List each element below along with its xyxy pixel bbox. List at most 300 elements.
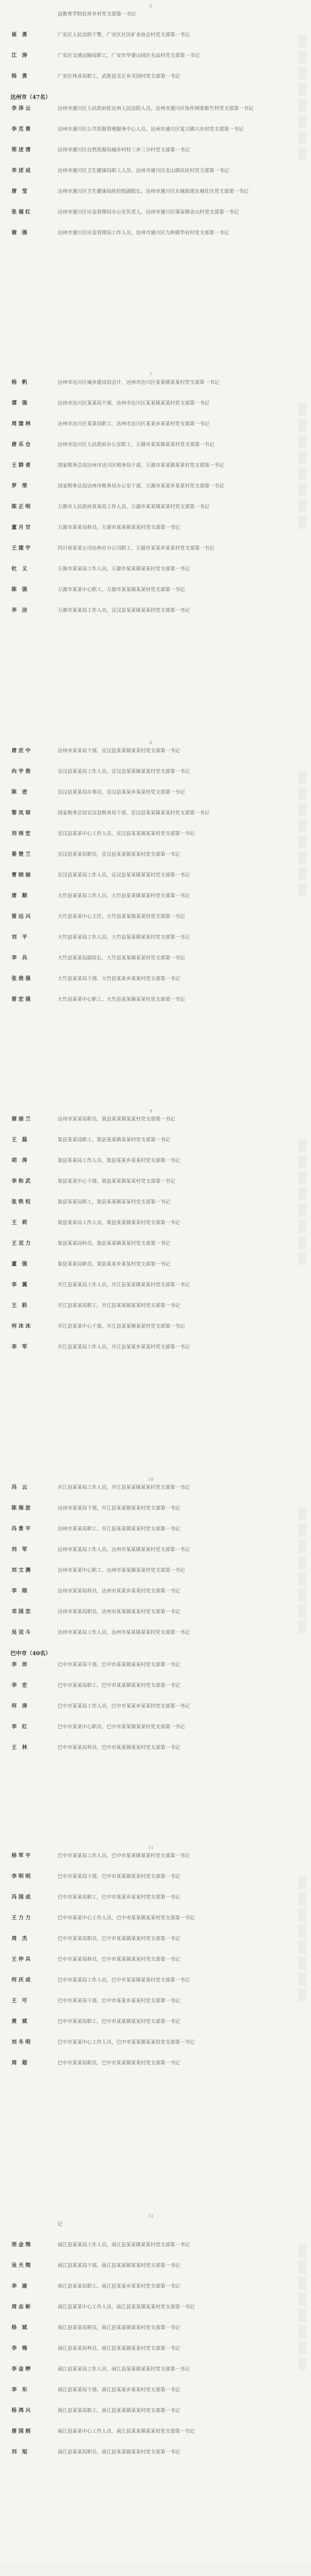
person-position: 四川省某某公司达州市分公司职工，万源市某某乡某某村党支部第一书记	[58, 546, 215, 551]
list-item	[7, 30, 295, 51]
person-name: 李克勇	[12, 127, 33, 132]
person-position: 南江县某某局干部，南江县某某镇某某村党支部第一书记	[58, 2263, 180, 2269]
person-name: 唐国炳	[12, 2429, 33, 2434]
person-position: 广安区林业局职工，武胜县灵正乡灵园村党支部第一书记	[58, 74, 180, 79]
person-name: 郑述清	[12, 147, 33, 153]
list-item	[7, 398, 295, 419]
margin-stamp-strip	[298, 2245, 306, 2370]
list-item	[7, 2343, 295, 2364]
person-position: 达州市某某局职员，达州市某某镇某某村党支部第一书记	[58, 1609, 180, 1615]
person-position: 开江县某某局工作人员，开江县某某乡某某村党支部第一书记	[58, 1344, 190, 1350]
person-position: 达州市通川区应急管理局工作人员，达州市通川区九岭镇华岩村党支部第一书记	[58, 230, 229, 236]
page-number: 9	[149, 1109, 153, 1114]
person-name: 李 东	[12, 2387, 29, 2393]
person-name: 何庆成	[12, 1977, 33, 1983]
margin-stamp	[298, 1908, 306, 1921]
page-section	[0, 740, 311, 1103]
person-name: 李 兵	[12, 955, 29, 961]
person-position: 开江县某某局工作人员，开江县某某镇某某村党支部第一书记	[58, 1282, 190, 1288]
list-item	[7, 1743, 295, 1763]
person-position: 大竹县某某局副局长，大竹县某某镇某某村党支部第一书记	[58, 955, 185, 961]
person-position: 大竹县某某局工作人员，大竹县某某镇某某村党支部第一书记	[58, 893, 190, 899]
margin-stamp	[298, 2293, 306, 2306]
person-position: 巴中市某某局工作人员，巴中市某某镇某某村党支部第一书记	[58, 1977, 190, 1983]
person-name: 杨鸿兴	[12, 2408, 33, 2414]
person-name: 周志彬	[12, 2304, 33, 2310]
list-item	[7, 2261, 295, 2281]
list-item	[7, 2281, 295, 2302]
margin-stamp	[298, 771, 306, 784]
list-item	[7, 1607, 295, 1628]
person-position: 巴中市某某局干部，巴中市某某镇某某村党支部第一书记	[58, 1874, 180, 1880]
page-section	[0, 3, 311, 366]
list-item	[7, 145, 295, 166]
margin-stamp	[298, 1973, 306, 1986]
person-name: 胡 涛	[12, 1158, 29, 1164]
margin-stamp	[298, 1957, 306, 1969]
person-position: 渠县某某局职工，渠县某某镇某某村党支部第一书记	[58, 1137, 170, 1143]
person-position: 开江县某某局工作人员，开江县某某镇某某村党支部第一书记	[58, 1485, 190, 1491]
list-item	[7, 953, 295, 974]
list-item	[7, 1545, 295, 1565]
person-position: 大竹县某某局工作人员，大竹县某某镇某某村党支部第一书记	[58, 935, 190, 940]
person-name: 雷宏强	[12, 997, 33, 1003]
list-item	[7, 440, 295, 460]
person-name: 王 磊	[12, 1137, 29, 1143]
person-position: 广安区交通运输局职工，广安市华蓥山园区名品村党支部第一书记	[58, 53, 200, 59]
person-position: 记	[58, 2221, 63, 2227]
person-position: 县教育学院驻祥乡村党支部第一书记	[58, 12, 136, 17]
list-item	[7, 1218, 295, 1239]
list-item	[7, 1872, 295, 1892]
margin-stamp	[298, 51, 306, 63]
person-position: 南江县某某中心工作人员，南江县某某镇某某村党支部第一书记	[58, 2429, 195, 2434]
list-item	[7, 2302, 295, 2323]
margin-stamp	[298, 803, 306, 816]
person-position: 巴中市某某局科员，巴中市某某镇某某村党支部第一书记	[58, 1957, 180, 1963]
list-item	[7, 1892, 295, 1913]
list-item	[7, 166, 295, 186]
list-item	[7, 2017, 295, 2037]
margin-stamp	[298, 516, 306, 528]
person-name: 杨 勇	[12, 74, 29, 79]
list-item	[7, 460, 295, 481]
person-position: 达州市通川区卫生健康局职工人员，达州市通川区北山镇民民村党支部第一书记	[58, 168, 229, 174]
margin-stamp	[298, 2325, 306, 2338]
page-section	[0, 372, 311, 734]
person-name: 吴双斗	[12, 1630, 33, 1636]
list-item	[7, 228, 295, 249]
person-name: 周 超	[12, 2060, 29, 2066]
margin-stamp	[298, 1941, 306, 1953]
list-item	[7, 1565, 295, 1586]
person-name: 谭 强	[12, 401, 29, 406]
list-item	[7, 1681, 295, 1701]
list-item	[7, 1239, 295, 1259]
page-number: 6	[149, 4, 153, 9]
person-position: 达州市某某局职员，渠县某某镇某某村党支部第一书记	[58, 1116, 176, 1122]
person-position: 宣汉县某某局办事员，宣汉县某某乡某某村党支部第一书记	[58, 790, 185, 795]
person-name: 王双力	[12, 1241, 33, 1247]
margin-stamp	[298, 1540, 306, 1553]
margin-stamp	[298, 2341, 306, 2354]
person-position: 达州市达川区城乡建设局会计，达州市达川区某某镇某某村党支部第一书记	[58, 380, 219, 386]
list-item	[7, 71, 295, 92]
list-item	[7, 585, 295, 605]
person-name: 李 刚	[12, 1588, 29, 1594]
person-name: 王 莉	[12, 1220, 29, 1226]
margin-stamp	[298, 2277, 306, 2289]
person-name: 崔 勇	[12, 32, 29, 38]
margin-stamp	[298, 435, 306, 448]
list-item	[7, 481, 295, 502]
margin-stamp	[298, 852, 306, 864]
list-item	[7, 2037, 295, 2058]
person-position: 南江县某某中心工作人员，南江县某某镇某某村党支部第一书记	[58, 2304, 195, 2310]
person-name: 王 林	[12, 1745, 29, 1751]
person-position: 巴中市某某局职员，巴中市某某镇某某村党支部第一书记	[58, 1936, 180, 1942]
person-position: 达州市某某局工作人员，达州市某某镇某某村党支部第一书记	[58, 1547, 190, 1553]
list-item	[7, 849, 295, 870]
person-position: 巴中市某某局职工，巴中市某某乡某某村党支部第一书记	[58, 1895, 180, 1900]
person-position: 万源市某某中心职工，万源市某某镇某某村党支部第一书记	[58, 587, 185, 593]
list-item	[7, 974, 295, 994]
margin-stamp	[298, 467, 306, 480]
person-name: 李 宏	[12, 1683, 29, 1689]
person-position: 渠县某某中心干部，渠县某某镇某某村党支部第一书记	[58, 1179, 176, 1184]
list-item	[7, 564, 295, 585]
list-item	[7, 2219, 295, 2240]
list-item	[7, 891, 295, 912]
person-name: 李述成	[12, 168, 33, 174]
margin-stamp	[298, 1556, 306, 1569]
person-position: 开江县某某局职工，开江县某某镇某某村党支部第一书记	[58, 1303, 180, 1309]
margin-stamp-strip	[298, 403, 306, 528]
person-position: 宣汉县某某中心工作人员，宣汉县某某镇某某村党支部第一书记	[58, 831, 195, 837]
person-name: 刘冬明	[12, 2040, 33, 2045]
person-position: 巴中市某某中心工作人员，巴中市某某镇某某村党支部第一书记	[58, 2040, 195, 2045]
margin-stamp	[298, 2245, 306, 2257]
person-name: 李 翼	[12, 1282, 29, 1288]
person-name: 邓国恋	[12, 1609, 33, 1615]
person-name: 杨 斌	[12, 2325, 29, 2331]
margin-stamp	[298, 115, 306, 128]
list-item	[7, 1321, 295, 1342]
person-name: 晏楚兰	[12, 852, 33, 858]
person-name: 陈 强	[12, 587, 29, 593]
person-position: 达州市某某局干部，开江县某某镇某某村党支部第一书记	[58, 1506, 180, 1511]
margin-stamp	[298, 868, 306, 881]
margin-stamp	[298, 820, 306, 832]
list-item	[7, 2406, 295, 2426]
margin-stamp-strip	[298, 771, 306, 897]
person-name: 江 涛	[12, 53, 29, 59]
margin-stamp	[298, 451, 306, 464]
margin-stamp	[298, 403, 306, 416]
person-name: 刘 军	[12, 1547, 29, 1553]
person-name: 刘雨宏	[12, 831, 33, 837]
margin-stamp	[298, 1621, 306, 1633]
list-item	[7, 1197, 295, 1218]
margin-stamp	[298, 1989, 306, 2002]
person-position: 巴中市某某局干部，巴中市某某乡某某村党支部第一书记	[58, 1998, 180, 2004]
person-name: 冯 云	[12, 1485, 29, 1491]
person-name: 李 沛	[12, 1662, 29, 1668]
list-item	[7, 1156, 295, 1176]
page-number: 7	[149, 372, 153, 377]
person-name: 张俊强	[12, 976, 33, 982]
list-item	[7, 932, 295, 953]
list-item	[7, 2364, 295, 2385]
margin-stamp	[298, 2261, 306, 2273]
person-name: 李泽云	[12, 106, 33, 112]
person-position: 渠县某某局工作人员，渠县某某镇某某村党支部第一书记	[58, 1220, 180, 1226]
list-item	[7, 1722, 295, 1743]
person-name: 张福红	[12, 209, 33, 215]
region-heading: 巴中市（40名）	[10, 1651, 51, 1657]
list-item	[7, 1259, 295, 1280]
list-item	[7, 2058, 295, 2079]
list-item	[7, 104, 295, 124]
person-name: 冯景平	[12, 1526, 33, 1532]
person-name: 何冰冰	[12, 1324, 33, 1329]
list-item	[7, 1975, 295, 1996]
margin-stamp	[298, 1172, 306, 1184]
margin-stamp	[298, 67, 306, 79]
list-item	[7, 2447, 295, 2468]
margin-stamp	[298, 1236, 306, 1249]
person-name: 唐 顺	[12, 893, 29, 899]
list-item	[7, 2385, 295, 2406]
margin-stamp	[298, 147, 306, 160]
person-name: 杨 帆	[12, 380, 29, 386]
margin-stamp	[298, 1140, 306, 1152]
person-position: 巴中市某某局科员，巴中市某某镇某某村党支部第一书记	[58, 1745, 180, 1751]
person-name: 李 红	[12, 1724, 29, 1730]
margin-stamp-strip	[298, 1876, 306, 2002]
person-name: 陈正明	[12, 504, 33, 510]
list-item	[7, 1628, 295, 1648]
person-name: 王 跃	[12, 1303, 29, 1309]
margin-stamp	[298, 83, 306, 96]
person-position: 达州市通川区自然资源局城乡村村三乡三分村党支部第一书记	[58, 147, 190, 153]
person-name: 向宇俊	[12, 769, 33, 775]
list-item	[7, 1586, 295, 1607]
list-item	[7, 912, 295, 932]
person-name: 谢丽兰	[12, 1116, 33, 1122]
person-name: 王力力	[12, 1915, 33, 1921]
list-item	[7, 543, 295, 564]
list-item	[7, 1483, 295, 1503]
person-name: 李 渝	[12, 2284, 29, 2289]
person-position: 渠县某某局科员，渠县某某镇某某村党支部第一书记	[58, 1241, 170, 1247]
person-name: 李金婷	[12, 2367, 33, 2372]
person-position: 大竹县某某中心职工，大竹县某某镇某某村党支部第一书记	[58, 997, 185, 1003]
list-item	[7, 1851, 295, 1872]
list-item	[7, 746, 295, 767]
list-item	[7, 870, 295, 891]
list-item	[7, 829, 295, 849]
person-position: 宣汉县某某局工作人员，宣汉县某某镇某某村党支部第一书记	[58, 872, 190, 878]
person-position: 万源市某某局工作人员，万源市某某镇某某村党支部第一书记	[58, 566, 190, 572]
person-name: 陈 进	[12, 790, 29, 795]
person-name: 雷远兴	[12, 914, 33, 920]
margin-stamp	[298, 419, 306, 432]
person-position: 达州市通川区公共资源管理服务中心人员，达州市通川区复兴镇兴东村党支部第一书记	[58, 127, 244, 132]
person-name: 吴天翔	[12, 2263, 33, 2269]
list-item	[7, 2240, 295, 2261]
person-name: 冯国成	[12, 1895, 33, 1900]
margin-stamp	[298, 1252, 306, 1265]
list-item	[7, 1524, 295, 1545]
margin-stamp	[298, 787, 306, 800]
margin-stamp	[298, 483, 306, 496]
margin-stamp-strip	[298, 35, 306, 160]
person-position: 南江县某某局职工，南江县某某乡某某村党支部第一书记	[58, 2284, 180, 2289]
person-name: 王 可	[12, 1998, 29, 2004]
list-item	[7, 51, 295, 71]
person-position: 渠县某某局工作人员，渠县某某乡某某村党支部第一书记	[58, 1158, 180, 1164]
list-item	[7, 207, 295, 228]
person-position: 南江县某某局职员，南江县某某镇某某村党支部第一书记	[58, 2449, 180, 2455]
person-position: 达州市达川区人民政府办公室职工，万源市某某镇某某村党支部第一书记	[58, 442, 215, 448]
person-position: 巴中市某某局职工，巴中市某某镇某某村党支部第一书记	[58, 1683, 180, 1689]
person-position: 达州市达川区某某局干部，达州市达川区某某镇某某村党支部第一书记	[58, 401, 210, 406]
person-position: 万源市人民政府某某局工作人员，万源市某某镇某某村党支部第一书记	[58, 504, 210, 510]
list-item	[7, 1934, 295, 1954]
margin-stamp	[298, 1524, 306, 1537]
page-section	[0, 2213, 311, 2576]
person-name: 刘文渊	[12, 1568, 33, 1573]
person-name: 王群者	[12, 463, 33, 468]
margin-stamp	[298, 500, 306, 512]
list-item	[7, 9, 295, 30]
person-name: 董月甘	[12, 525, 33, 531]
list-item	[7, 124, 295, 145]
person-name: 刘 旭	[12, 2449, 29, 2455]
person-name: 黄 斌	[12, 2019, 29, 2025]
margin-stamp-strip	[298, 1140, 306, 1265]
person-name: 谢 强	[12, 230, 29, 236]
margin-stamp	[298, 1156, 306, 1168]
person-name: 唐乐仓	[12, 442, 33, 448]
list-item	[7, 1301, 295, 1321]
person-position: 巴中市某某局工作人员，巴中市某某镇某某村党支部第一书记	[58, 1853, 190, 1859]
person-name: 周建林	[12, 421, 33, 427]
page-number: 8	[149, 741, 153, 745]
page-section	[0, 1108, 311, 1471]
margin-stamp	[298, 99, 306, 112]
person-position: 南江县某某局科员，南江县某某镇某某村党支部第一书记	[58, 2346, 180, 2352]
list-item	[7, 186, 295, 207]
person-name: 张铁权	[12, 1199, 33, 1205]
list-item	[7, 1114, 295, 1135]
person-name: 邢金翔	[12, 2242, 33, 2248]
margin-stamp	[298, 1572, 306, 1585]
person-position: 渠县某某局职工，渠县某某镇某某村党支部第一书记	[58, 1199, 170, 1205]
person-position: 达州市某某局职工，开江县某某镇某某村党支部第一书记	[58, 1526, 180, 1532]
person-name: 曹晓丽	[12, 872, 33, 878]
margin-stamp-strip	[298, 1508, 306, 1633]
page-section	[0, 1845, 311, 2208]
person-position: 达州市某某局干部，宣汉县某某镇某某村党支部第一书记	[58, 748, 180, 754]
person-position: 南江县某某局职员，南江县某某镇某某村党支部第一书记	[58, 2325, 180, 2331]
person-name: 何 涛	[12, 1704, 29, 1709]
person-position: 南江县某某局工作人员，南江县某某镇某某村党支部第一书记	[58, 2242, 190, 2248]
person-position: 巴中市某某局干部，巴中市某某镇某某村党支部第一书记	[58, 1662, 180, 1668]
person-position: 南江县某某局干部，南江县某某乡某某村党支部第一书记	[58, 2387, 180, 2393]
person-position: 国家税务总局达州市达川区税务局干部，万源市某某镇某某村党支部第一书记	[58, 463, 225, 468]
person-name: 李 军	[12, 1344, 29, 1350]
margin-stamp	[298, 1508, 306, 1521]
margin-stamp	[298, 2309, 306, 2322]
list-item	[7, 1701, 295, 1722]
person-name: 刘 平	[12, 935, 29, 940]
person-name: 李 洁	[12, 608, 29, 613]
margin-stamp	[298, 1188, 306, 1201]
margin-stamp	[298, 1204, 306, 1217]
list-item	[7, 994, 295, 1015]
list-item	[7, 1342, 295, 1363]
list-item	[7, 1176, 295, 1197]
list-item	[7, 1660, 295, 1681]
person-position: 开江县某某中心干部，开江县某某镇某某村党支部第一书记	[58, 1324, 185, 1329]
page-number: 11	[148, 1846, 154, 1850]
margin-stamp	[298, 836, 306, 848]
list-item	[7, 2323, 295, 2343]
person-position: 大竹县某某局干部，大竹县某某乡某某村党支部第一书记	[58, 976, 180, 982]
person-position: 南江县某某局工作人员，南江县某某镇某某村党支部第一书记	[58, 2367, 190, 2372]
margin-stamp	[298, 2357, 306, 2370]
person-name: 杜 义	[12, 566, 29, 572]
list-item	[7, 502, 295, 523]
person-position: 达州市通川区卫生健康局疾控股副股长，达州市通川区东城街道东城社区党支部第一书记	[58, 189, 249, 195]
person-position: 宣汉县某某局工作人员，宣汉县某某镇某某村党支部第一书记	[58, 769, 190, 775]
person-position: 国家税务总局宣汉县税务局干部，宣汉县某某镇某某村党支部第一书记	[58, 810, 210, 816]
person-position: 渠县某某局职员，渠县某某乡某某村党支部第一书记	[58, 1262, 170, 1267]
person-position: 达州市某某中心职工，达州市某某镇某某村党支部第一书记	[58, 1568, 185, 1573]
person-name: 杨军平	[12, 1853, 33, 1859]
person-position: 达州市某某局科员，达州市某某乡某某村党支部第一书记	[58, 1588, 180, 1594]
person-name: 李 梅	[12, 2346, 29, 2352]
person-name: 周 杰	[12, 1936, 29, 1942]
person-name: 董 强	[12, 1262, 29, 1267]
page-section	[0, 1477, 311, 1839]
person-position: 万源市某某局科员，万源市某某镇某某村党支部第一书记	[58, 525, 180, 531]
list-item	[7, 378, 295, 398]
page-number: 10	[148, 1477, 154, 1482]
person-position: 巴中市某某局工作人员，巴中市某某乡某某村党支部第一书记	[58, 1704, 190, 1709]
margin-stamp	[298, 1588, 306, 1601]
person-position: 宣汉县某某局职员，宣汉县某某镇某某村党支部第一书记	[58, 852, 180, 858]
list-item	[7, 2426, 295, 2447]
margin-stamp	[298, 1605, 306, 1617]
list-item	[7, 808, 295, 829]
list-item	[7, 1503, 295, 1524]
margin-stamp	[298, 1925, 306, 1937]
person-position: 巴中市某某局职工，巴中市某某镇某某村党支部第一书记	[58, 2019, 180, 2025]
person-position: 达州市通川区人民政府驻达州人民法院人员，达州市通川区协作网委新竹村党支部第一书记	[58, 106, 254, 112]
person-position: 大竹县某某中心主任，大竹县某某镇某某村党支部第一书记	[58, 914, 185, 920]
person-position: 万源市某某局工作人员，宣汉县某某镇某某村党支部第一书记	[58, 608, 190, 613]
person-name: 李明明	[12, 1874, 33, 1880]
person-name: 唐应中	[12, 748, 33, 754]
region-heading: 达州市（47名）	[10, 94, 51, 101]
list-item	[7, 1913, 295, 1934]
person-name: 唐 莹	[12, 189, 29, 195]
margin-stamp	[298, 1220, 306, 1233]
list-item	[7, 1280, 295, 1301]
